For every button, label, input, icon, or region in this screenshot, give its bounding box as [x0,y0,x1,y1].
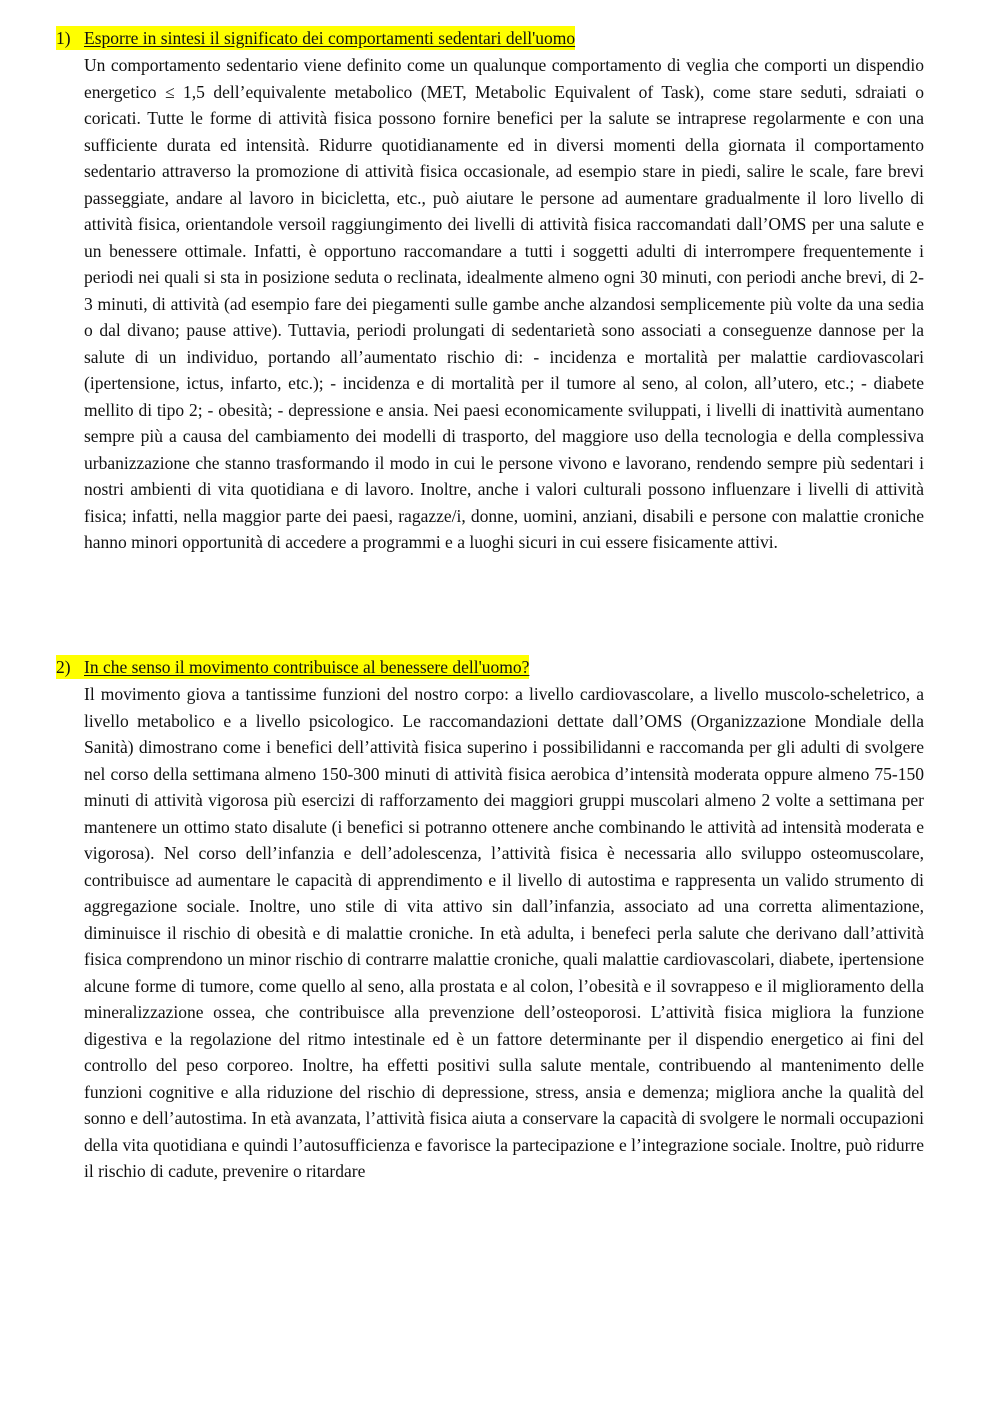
question-text: In che senso il movimento contribuisce al benessere dell'uomo? [84,657,530,677]
section-1 [56,26,926,556]
question-heading [56,26,926,50]
answer-paragraph: Il movimento giova a tantissime funzioni del nostro corpo: a livello cardiovascolare, a livello muscolo-scheletrico, a livello metabolico e a livello psicologico. Le raccomandazioni dettate dall’OMS (Organizzazione Mondiale della Sanità) dimostrano come i benefici dell’attività fisica superino i possibilidanni e raccomanda per gli adulti di svolgere nel corso della settimana almeno 150-300 minuti di attività fisica aerobica d’intensità moderata oppure almeno 75-150 minuti di attività vigorosa più esercizi di rafforzamento dei maggiori gruppi muscolari almeno 2 volte a settimana per mantenere un ottimo stato disalute (i benefici si potranno ottenere anche combinando le attività ad intensità moderata e vigorosa). Nel corso dell’infanzia e dell’adolescenza, l’attività fisica è necessaria allo sviluppo osteomuscolare, contribuisce ad aumentare le capacità di apprendimento e il livello di autostima e rappresenta un valido strumento di aggregazione sociale. Inoltre, uno stile di vita attivo sin dall’infanzia, associato ad una corretta alimentazione, diminuisce il rischio di obesità e di malattie croniche. In età adulta, i benefeci perla salute che derivano dall’attività fisica comprendono un minor rischio di contrarre malattie croniche, quali malattie cardiovascolari, diabete, ipertensione alcune forme di tumore, come quello al seno, alla prostata e al colon, l’obesità e il sovrappeso e il miglioramento della mineralizzazione ossea, che contribuisce alla prevenzione dell’osteoporosi. L’attività fisica migliora la funzione digestiva e la regolazione del ritmo intestinale ed è un fattore determinante per il dispendio energetico ai fini del controllo del peso corporeo. Inoltre, ha effetti positivi sulla salute mentale, contribuendo al mantenimento delle funzioni cognitive e alla riduzione del rischio di depressione, stress, ansia e demenza; migliora anche la qualità del sonno e dell’autostima. In età avanzata, l’attività fisica aiuta a conservare la capacità di svolgere le normali occupazioni della vita quotidiana e quindi l’autosufficienza e favorisce la partecipazione e l’integrazione sociale. Inoltre, può ridurre il rischio di cadute, prevenire o ritardare [84,684,924,1181]
question-number: 2) [56,655,84,679]
section-2 [56,655,926,1185]
question-text: Esporre in sintesi il significato dei comportamenti sedentari dell'uomo [84,28,576,48]
question-heading [56,655,926,679]
answer-paragraph: Un comportamento sedentario viene definito come un qualunque comportamento di veglia che comporti un dispendio energetico ≤ 1,5 dell’equivalente metabolico (MET, Metabolic Equivalent of Task), come stare seduti, sdraiati o coricati. Tutte le forme di attività fisica possono fornire benefici per la salute se intraprese regolarmente e con una sufficiente durata ed intensità. Ridurre quotidianamente ed in diversi momenti della giornata il comportamento sedentario attraverso la promozione di attività fisica occasionale, ad esempio stare in piedi, salire le scale, fare brevi passeggiate, andare al lavoro in bicicletta, etc., può aiutare le persone ad aumentare gradualmente il loro livello di attività fisica, orientandole versoil raggiungimento dei livelli di attività fisica raccomandati dall’OMS per una salute e un benessere ottimale. Infatti, è opportuno raccomandare a tutti i soggetti adulti di interrompere frequentemente i periodi nei quali si sta in posizione seduta o reclinata, idealmente almeno ogni 30 minuti, con periodi anche brevi, di 2-3 minuti, di attività (ad esempio fare dei piegamenti sulle gambe anche alzandosi semplicemente più volte da una sedia o dal divano; pause attive). Tuttavia, periodi prolungati di sedentarietà sono associati a conseguenze dannose per la salute di un individuo, portando all’aumentato rischio di: - incidenza e mortalità per malattie cardiovascolari (ipertensione, ictus, infarto, etc.); - incidenza e di mortalità per il tumore al seno, al colon, all’utero, etc.; - diabete mellito di tipo 2; - obesità; - depressione e ansia. Nei paesi economicamente sviluppati, i livelli di inattività aumentano sempre più a causa del cambiamento dei modelli di trasporto, del maggiore uso della tecnologia e della complessiva urbanizzazione che stanno trasformando il modo in cui le persone vivono e lavorano, rendendo sempre più sedentari i nostri ambienti di vita quotidiana e di lavoro. Inoltre, anche i valori culturali possono influenzare i livelli di attività fisica; infatti, nella maggior parte dei paesi, ragazze/i, donne, uomini, anziani, disabili e persone con malattie croniche hanno minori opportunità di accedere a programmi e a luoghi sicuri in cui essere fisicamente attivi. [84,55,924,552]
question-number: 1) [56,26,84,50]
